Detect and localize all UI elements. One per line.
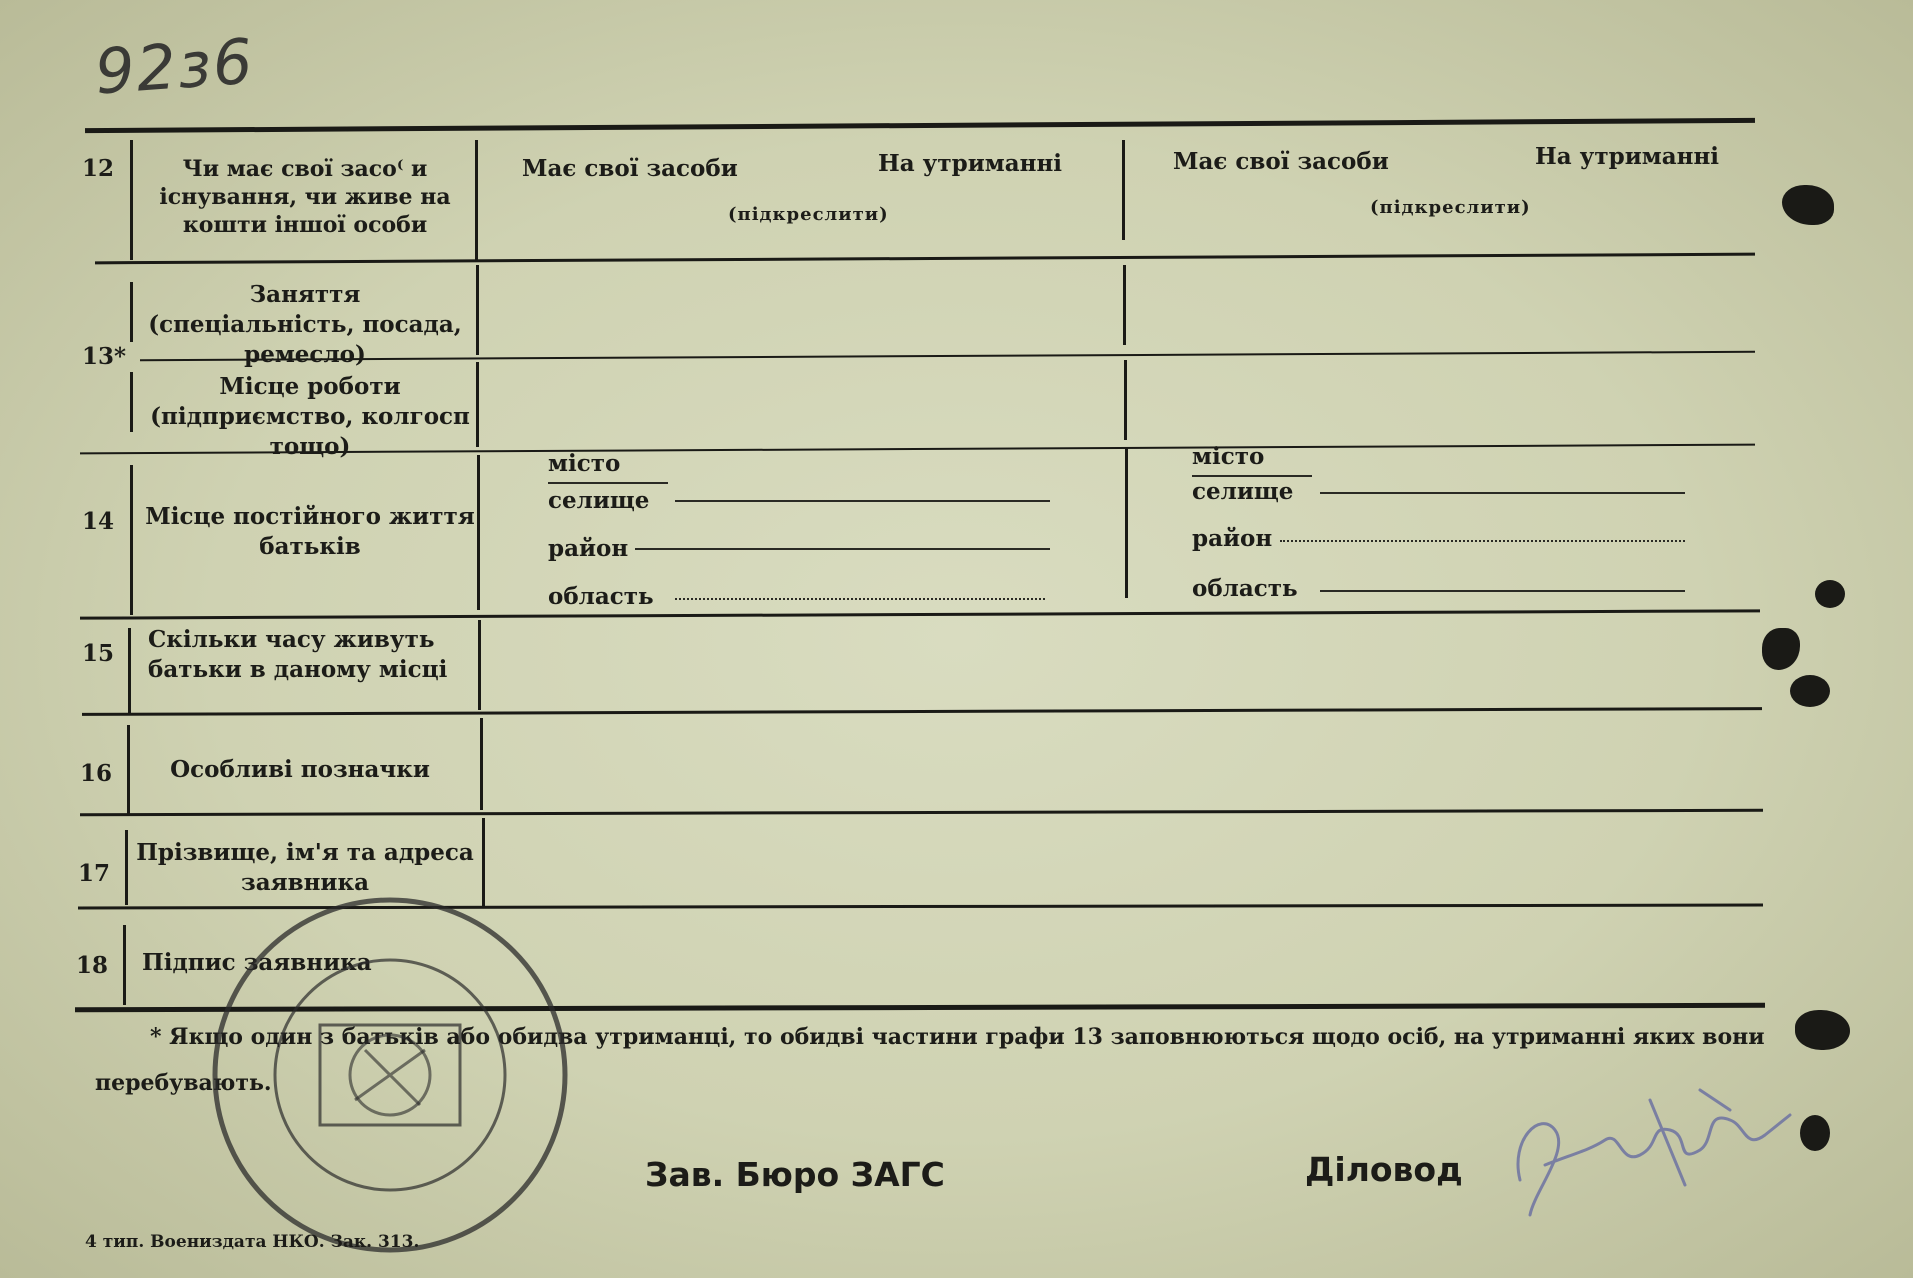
rule-14 [80,609,1760,619]
field-label-region: область [1192,575,1298,602]
row-label: Заняття (спеціальність, посада, ремесло) [148,281,462,368]
official-stamp [205,890,575,1260]
rule-12 [95,253,1755,265]
col-line-split [1125,448,1128,598]
footnote: * Якщо один з батьків або обидва утриманці, то обидві частини графи 13 заповнюються щодо осіб, на утриманні яких вони перебувають. [95,1024,1765,1096]
punch-hole [1762,628,1800,670]
clerk-label: Діловод [1305,1150,1463,1189]
field-label-district: район [1192,525,1273,552]
col-line-label [477,455,480,610]
printer-imprint: 4 тип. Воениздата НКО. Зак. 313. [85,1232,420,1252]
punch-hole [1790,675,1830,707]
row-number: 13* [82,343,127,370]
field-label-settlement: селище [548,487,650,514]
col-line-num [127,725,130,815]
col-line-label [478,620,481,710]
punch-hole [1795,1010,1850,1050]
row-label: Підпис заявника [142,949,372,976]
punch-hole [1782,185,1834,225]
field-line-settlement [675,500,1050,502]
field-line-district [635,548,1050,550]
option-dependent: На утриманні [878,150,1063,177]
row-label: Чи має свої засо⁽ и існування, чи живе на кошти іншої особи [159,156,451,238]
row-number: 17 [78,860,111,887]
col-line-num [123,925,126,1005]
row-label: Скільки часу живуть батьки в даному місці [148,626,448,683]
underline-note: (підкреслити) [728,204,889,225]
option-has-means: Має свої засоби [1173,148,1389,175]
col-line-split [1122,140,1125,240]
col-line-num [130,465,133,615]
field-line-city [1192,475,1312,477]
col-line-num [128,628,131,713]
row-number: 18 [76,952,109,979]
handwritten-number: 92з6 [92,24,257,109]
field-line-city [548,482,668,484]
row-label: Прізвище, ім'я та адреса заявника [136,839,474,896]
row-number: 14 [82,508,115,535]
field-line-region [1320,590,1685,592]
head-of-registry-label: Зав. Бюро ЗАГС [645,1155,945,1194]
col-line-split [1123,265,1126,345]
field-line-settlement [1320,492,1685,494]
col-line-num [130,140,133,260]
row-number: 15 [82,640,115,667]
col-line-label [476,265,479,355]
underline-note: (підкреслити) [1370,197,1531,218]
rule-top [85,118,1755,133]
field-label-city: місто [1192,443,1265,470]
row-label: Місце роботи (підприємство, колгосп тощо) [150,373,470,460]
field-label-district: район [548,535,629,562]
clerk-signature [1500,1070,1800,1230]
col-line-split [1124,360,1127,440]
rule-15 [82,707,1762,716]
field-label-region: область [548,583,654,610]
col-line-num [125,830,128,905]
field-label-settlement: селище [1192,478,1294,505]
option-dependent: На утриманні [1535,143,1720,170]
field-label-city: місто [548,450,621,477]
punch-hole [1800,1115,1830,1151]
field-line-district [1280,540,1685,542]
rule-16 [80,809,1763,816]
col-line-label [480,718,483,810]
col-line-label [475,140,478,260]
punch-hole [1815,580,1845,608]
field-line-region [675,598,1045,600]
row-label: Особливі позначки [170,756,430,783]
option-has-means: Має свої засоби [522,155,738,182]
col-line-num [130,372,133,432]
col-line-label [476,362,479,447]
row-number: 12 [82,155,115,182]
row-label: Місце постійного життя батьків [145,503,475,560]
row-number: 16 [80,760,113,787]
col-line-num [130,282,133,342]
